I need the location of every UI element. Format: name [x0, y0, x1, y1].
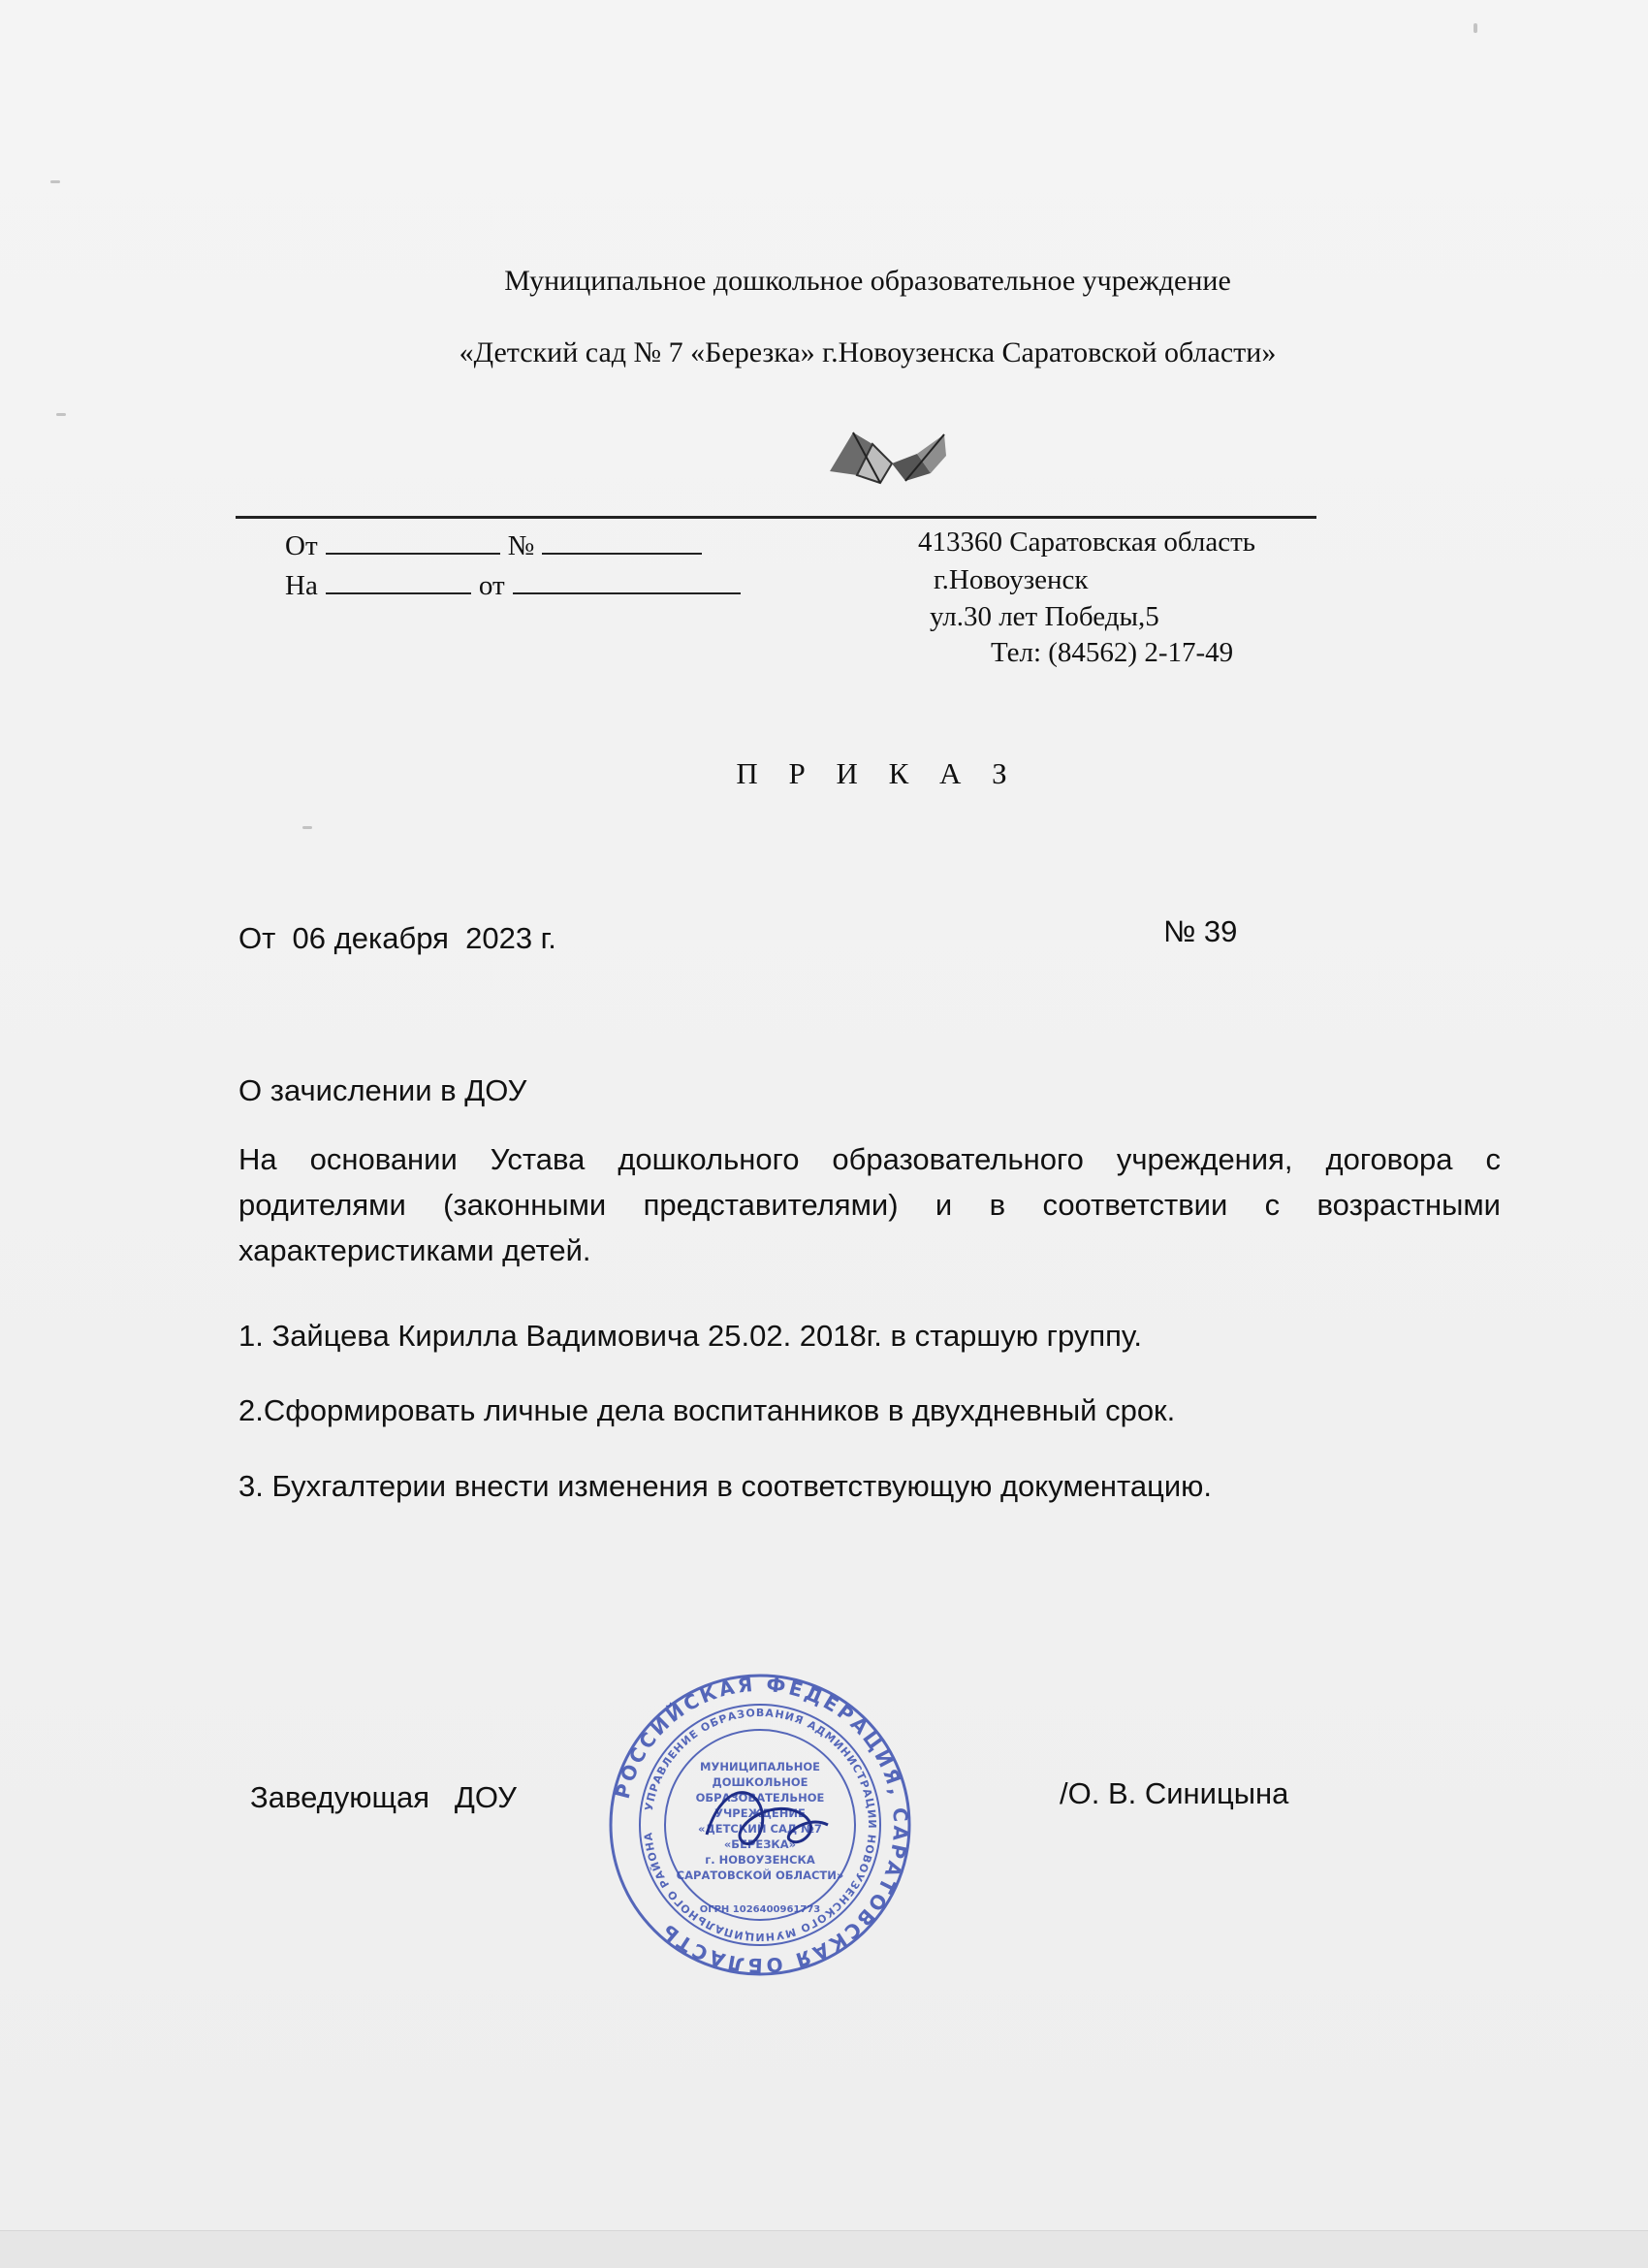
number-blank	[542, 529, 702, 555]
order-item-1: 1. Зайцева Кирилла Вадимовича 25.02. 2018г. в старшую группу.	[238, 1319, 1142, 1353]
order-number: № 39	[1163, 914, 1238, 948]
order-item-2: 2.Сформировать личные дела воспитанников в двухдневный срок.	[238, 1393, 1176, 1427]
header-divider	[236, 516, 1316, 519]
scan-speck	[56, 413, 66, 416]
signer-role: Заведующая ДОУ	[250, 1780, 517, 1814]
address-line-2: г.Новоузенск	[934, 564, 1089, 595]
birch-logo-icon	[824, 425, 950, 485]
stamp-center-line: УЧРЕЖДЕНИЕ	[714, 1806, 806, 1820]
number-sign: №	[507, 530, 535, 561]
stamp-center-line: МУНИЦИПАЛЬНОЕ	[700, 1760, 820, 1773]
to-label: На	[285, 570, 318, 601]
org-name-line-2: «Детский сад № 7 «Березка» г.Новоузенска Саратовской области»	[459, 336, 1277, 368]
order-subject: О зачислении в ДОУ	[238, 1073, 527, 1107]
incoming-registry-line	[285, 569, 741, 602]
signer-name: /О. В. Синицына	[1060, 1776, 1289, 1810]
from-label: От	[285, 530, 318, 561]
date-blank	[326, 529, 500, 555]
scan-speck	[1474, 23, 1477, 33]
address-line-3: ул.30 лет Победы,5	[930, 601, 1159, 632]
stamp-inner-text: УПРАВЛЕНИЕ ОБРАЗОВАНИЯ АДМИНИСТРАЦИИ НОВОУЗЕНСКОГО МУНИЦИПАЛЬНОГО РАЙОНА	[642, 1706, 879, 1944]
official-stamp	[605, 1670, 915, 1980]
stamp-center-line: САРАТОВСКОЙ ОБЛАСТИ»	[676, 1869, 844, 1882]
stamp-center-line: ДОШКОЛЬНОЕ	[712, 1775, 808, 1789]
stamp-center-line: ОБРАЗОВАТЕЛЬНОЕ	[695, 1791, 825, 1805]
scan-bottom-edge	[0, 2230, 1648, 2268]
document-title: П Р И К А З	[736, 756, 1019, 790]
ref-number-blank	[326, 569, 471, 594]
order-date: От 06 декабря 2023 г.	[238, 921, 556, 955]
org-name-line-1: Муниципальное дошкольное образовательное учреждение	[504, 265, 1231, 297]
stamp-center-line: г. НОВОУЗЕНСКА	[705, 1853, 815, 1867]
scan-speck	[302, 826, 312, 829]
outgoing-registry-line	[285, 529, 702, 562]
of-label: от	[478, 570, 505, 601]
stamp-center-line: «БЕРЕЗКА»	[723, 1837, 797, 1851]
scan-speck	[50, 180, 60, 183]
stamp-ogrn: ОГРН 1026400961773	[699, 1904, 821, 1915]
stamp-center-line: «ДЕТСКИЙ САД №7	[698, 1822, 822, 1836]
order-basis: На основании Устава дошкольного образовательного учреждения, договора с родителями (законными представителями) и в соответствии с возрастными характеристиками детей.	[238, 1142, 1501, 1267]
stamp-outer-text: РОССИЙСКАЯ ФЕДЕРАЦИЯ, САРАТОВСКАЯ ОБЛАСТЬ	[610, 1672, 913, 1978]
phone-line: Тел: (84562) 2-17-49	[991, 637, 1234, 668]
order-item-3: 3. Бухгалтерии внести изменения в соответствующую документацию.	[238, 1469, 1213, 1503]
ref-date-blank	[513, 569, 741, 594]
address-line-1: 413360 Саратовская область	[918, 527, 1256, 558]
